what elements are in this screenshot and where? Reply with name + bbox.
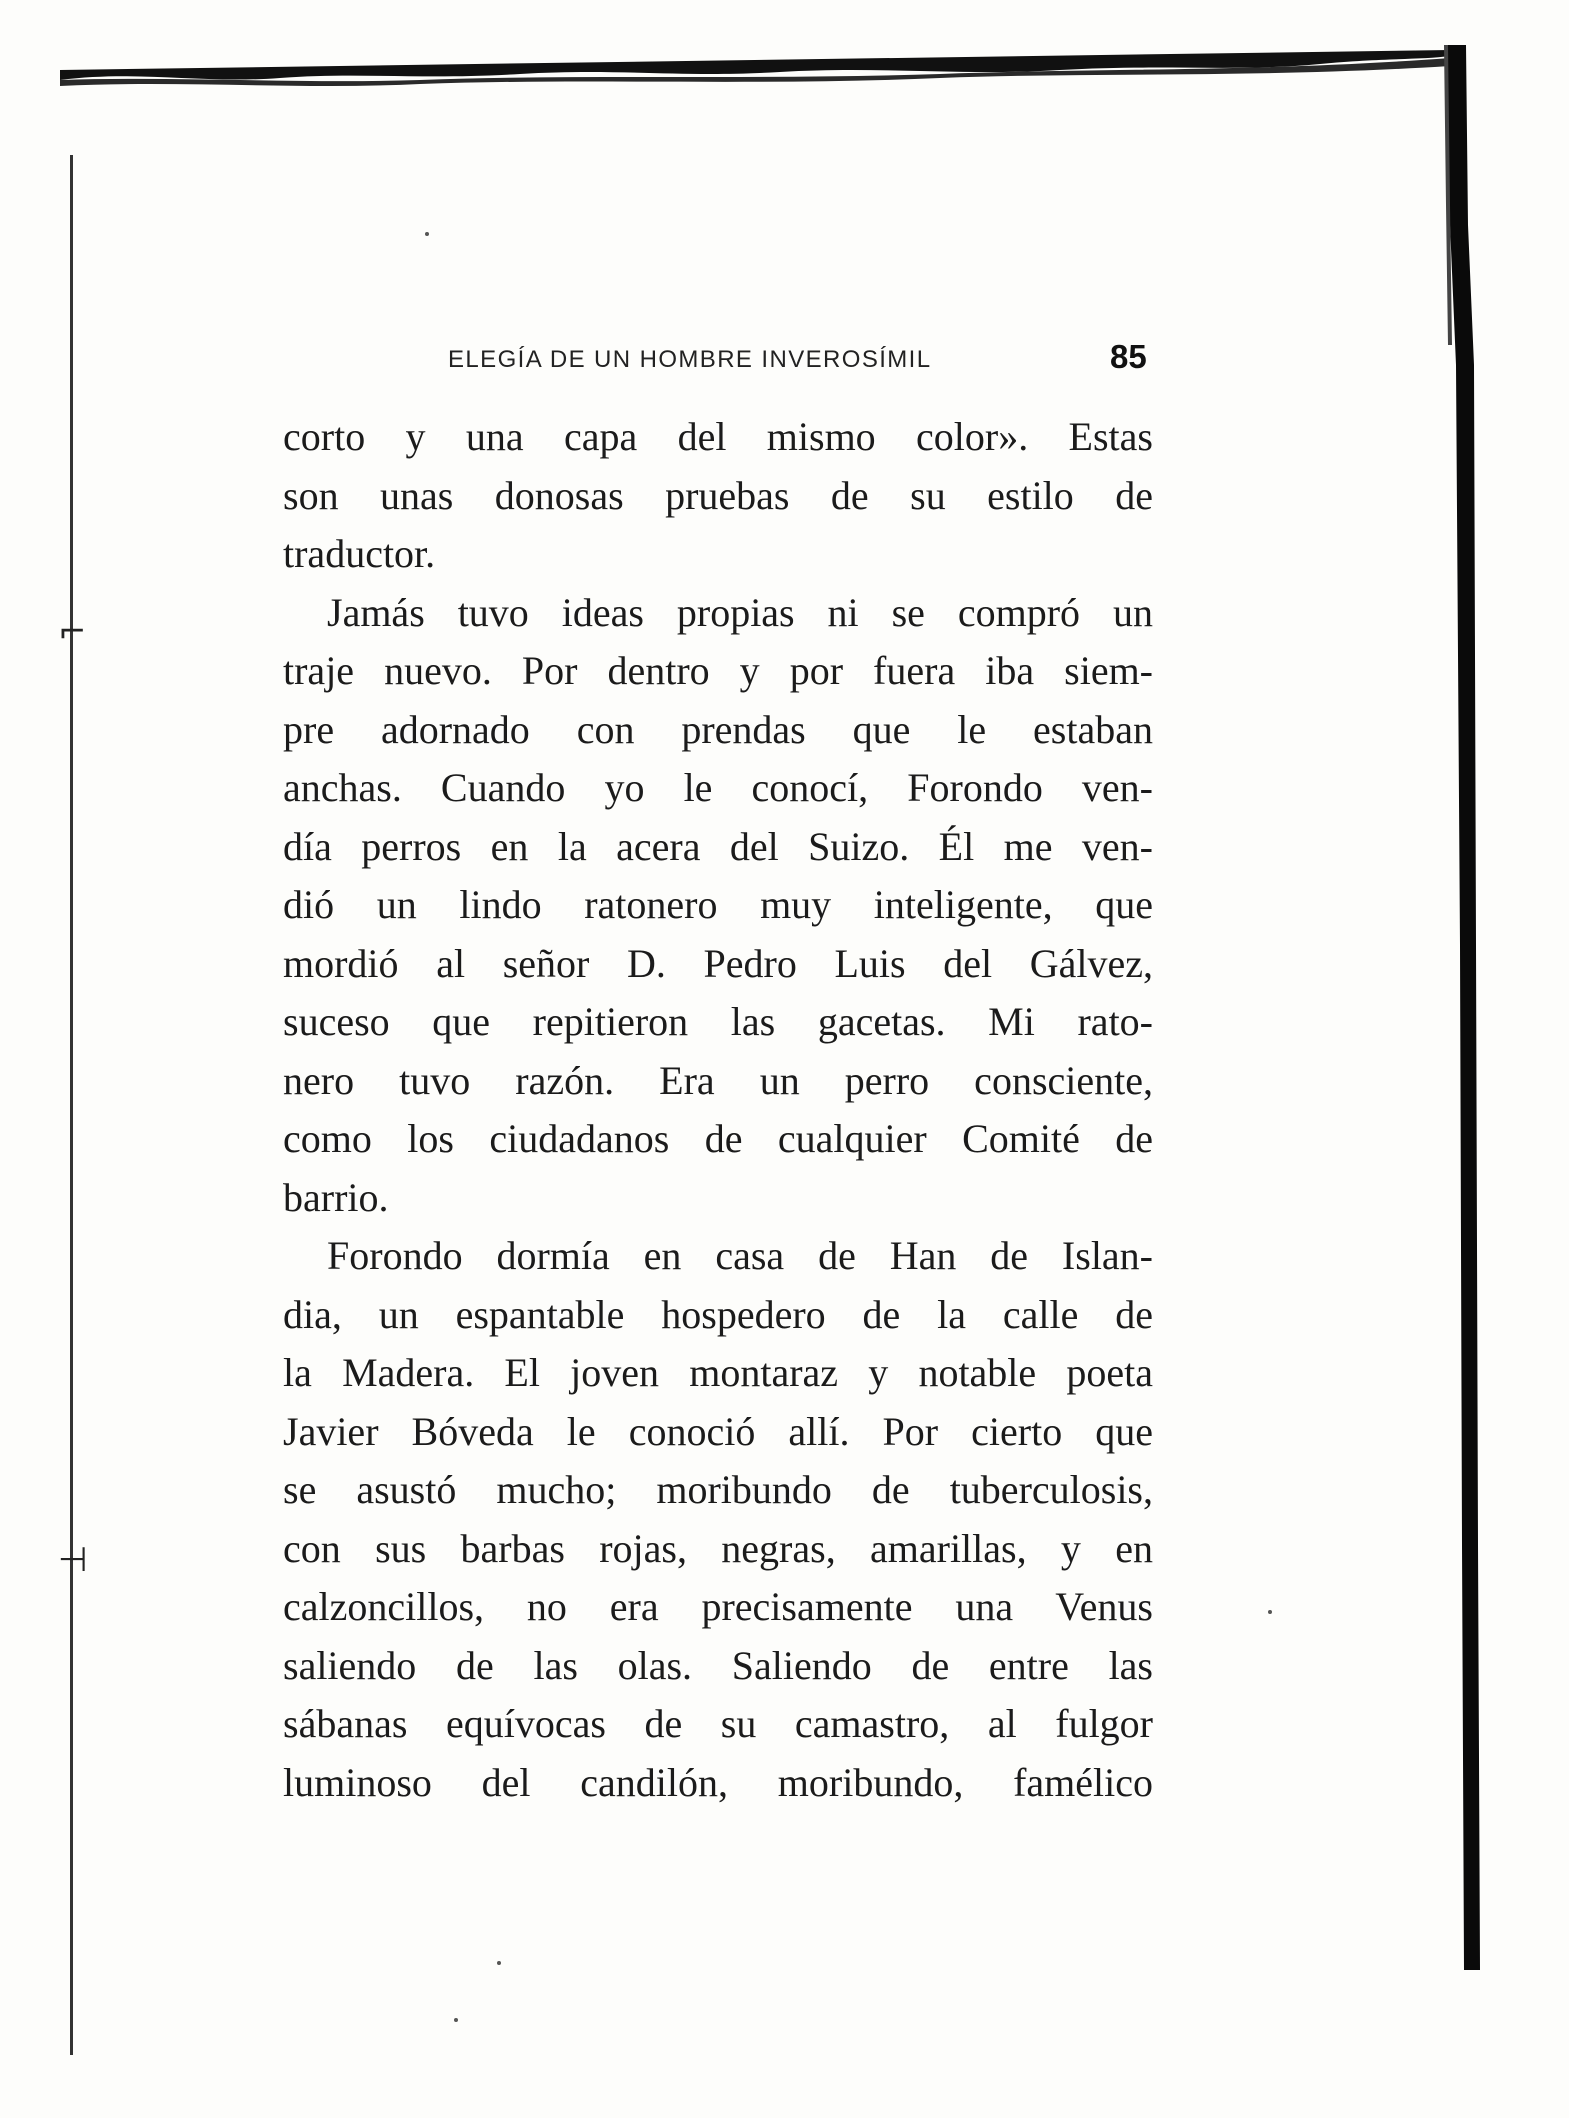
body-text	[283, 408, 1153, 1812]
text-line: saliendo de las olas. Saliendo de entre las	[283, 1642, 1153, 1688]
text-line: dia, un espantable hospedero de la calle de	[283, 1291, 1153, 1337]
text-line: Forondo dormía en casa de Han de Islan-	[327, 1233, 1153, 1278]
text-line: Javier Bóveda le conoció allí. Por cierto que	[283, 1408, 1153, 1454]
paragraph	[283, 584, 1153, 1228]
paragraph	[283, 408, 1153, 584]
text-line: Jamás tuvo ideas propias ni se compró un	[327, 589, 1153, 635]
text-line: dió un lindo ratonero muy inteligente, que	[283, 882, 1153, 927]
right-edge-shadow	[1444, 45, 1480, 1970]
speck	[1268, 1610, 1272, 1614]
text-line: luminoso del candilón, moribundo, famélico	[283, 1759, 1153, 1805]
text-line: pre adornado con prendas que le estaban	[283, 706, 1153, 752]
text-line: como los ciudadanos de cualquier Comité de	[283, 1116, 1153, 1161]
margin-mark: ⌐	[58, 612, 87, 652]
speck	[425, 232, 429, 236]
text-line: calzoncillos, no era precisamente una Venus	[283, 1584, 1153, 1629]
left-edge-line	[70, 155, 73, 2055]
text-line: son unas donosas pruebas de su estilo de	[283, 472, 1153, 518]
text-line: nero tuvo razón. Era un perro consciente,	[283, 1057, 1153, 1103]
text-line: la Madera. El joven montaraz y notable poeta	[283, 1350, 1153, 1395]
top-edge-shadow	[60, 50, 1450, 98]
paragraph	[283, 1227, 1153, 1812]
text-line: corto y una capa del mismo color». Estas	[283, 414, 1153, 459]
text-line: traje nuevo. Por dentro y por fuera iba siem-	[283, 648, 1153, 693]
text-line: mordió al señor D. Pedro Luis del Gálvez,	[283, 940, 1153, 986]
page-header	[283, 338, 1153, 388]
page-number: 85	[1110, 338, 1147, 375]
text-line: sábanas equívocas de su camastro, al fulgor	[283, 1701, 1153, 1746]
text-line: día perros en la acera del Suizo. Él me ven-	[283, 823, 1153, 869]
text-line: suceso que repitieron las gacetas. Mi rato-	[283, 999, 1153, 1044]
text-line: con sus barbas rojas, negras, amarillas, y en	[283, 1525, 1153, 1571]
text-line: anchas. Cuando yo le conocí, Forondo ven-	[283, 765, 1153, 810]
speck	[497, 1961, 501, 1965]
text-line: barrio.	[283, 1174, 389, 1220]
running-title: ELEGÍA DE UN HOMBRE INVEROSÍMIL	[448, 346, 932, 373]
text-line: traductor.	[283, 531, 436, 576]
margin-mark: ⊣	[58, 1540, 88, 1580]
speck	[454, 2018, 458, 2022]
text-line: se asustó mucho; moribundo de tuberculosis,	[283, 1467, 1153, 1512]
